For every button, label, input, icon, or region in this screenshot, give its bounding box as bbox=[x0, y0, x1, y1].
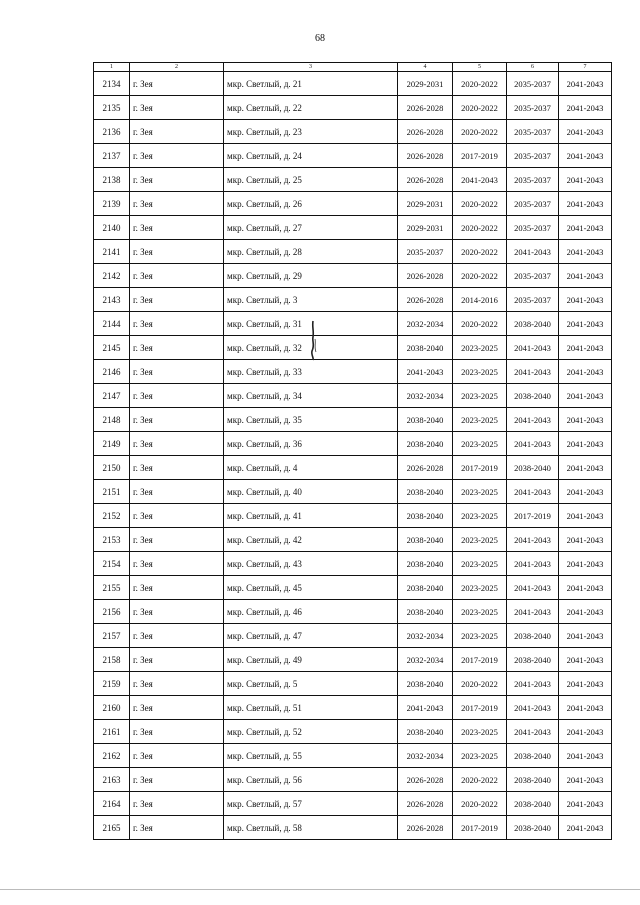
row-number-cell: 2149 bbox=[94, 432, 130, 456]
city-cell: г. Зея bbox=[130, 120, 224, 144]
period-col5-cell: 2041-2043 bbox=[453, 168, 507, 192]
table-row bbox=[94, 96, 612, 120]
row-number-cell: 2152 bbox=[94, 504, 130, 528]
city-cell: г. Зея bbox=[130, 552, 224, 576]
column-header: 3 bbox=[224, 63, 398, 72]
address-cell: мкр. Светлый, д. 52 bbox=[224, 720, 398, 744]
period-col7-cell: 2041-2043 bbox=[559, 504, 612, 528]
column-header: 1 bbox=[94, 63, 130, 72]
address-cell: мкр. Светлый, д. 36 bbox=[224, 432, 398, 456]
period-col7-cell: 2041-2043 bbox=[559, 816, 612, 840]
period-col6-cell: 2035-2037 bbox=[507, 264, 559, 288]
page-number: 68 bbox=[315, 33, 325, 44]
address-cell: мкр. Светлый, д. 34 bbox=[224, 384, 398, 408]
period-col7-cell: 2041-2043 bbox=[559, 744, 612, 768]
period-col4-cell: 2038-2040 bbox=[398, 528, 453, 552]
period-col6-cell: 2041-2043 bbox=[507, 528, 559, 552]
table-row bbox=[94, 288, 612, 312]
period-col6-cell: 2038-2040 bbox=[507, 648, 559, 672]
period-col5-cell: 2023-2025 bbox=[453, 408, 507, 432]
period-col6-cell: 2035-2037 bbox=[507, 192, 559, 216]
address-cell: мкр. Светлый, д. 29 bbox=[224, 264, 398, 288]
period-col6-cell: 2035-2037 bbox=[507, 96, 559, 120]
city-cell: г. Зея bbox=[130, 312, 224, 336]
row-number-cell: 2138 bbox=[94, 168, 130, 192]
address-cell: мкр. Светлый, д. 41 bbox=[224, 504, 398, 528]
table-row bbox=[94, 696, 612, 720]
period-col7-cell: 2041-2043 bbox=[559, 216, 612, 240]
table-row bbox=[94, 504, 612, 528]
table-row bbox=[94, 768, 612, 792]
column-header: 2 bbox=[130, 63, 224, 72]
period-col5-cell: 2023-2025 bbox=[453, 432, 507, 456]
period-col5-cell: 2023-2025 bbox=[453, 552, 507, 576]
period-col7-cell: 2041-2043 bbox=[559, 240, 612, 264]
period-col4-cell: 2026-2028 bbox=[398, 96, 453, 120]
table-row bbox=[94, 408, 612, 432]
period-col4-cell: 2038-2040 bbox=[398, 720, 453, 744]
row-number-cell: 2159 bbox=[94, 672, 130, 696]
row-number-cell: 2164 bbox=[94, 792, 130, 816]
period-col4-cell: 2038-2040 bbox=[398, 336, 453, 360]
period-col6-cell: 2017-2019 bbox=[507, 504, 559, 528]
period-col4-cell: 2041-2043 bbox=[398, 360, 453, 384]
period-col4-cell: 2038-2040 bbox=[398, 576, 453, 600]
period-col5-cell: 2020-2022 bbox=[453, 216, 507, 240]
city-cell: г. Зея bbox=[130, 432, 224, 456]
city-cell: г. Зея bbox=[130, 456, 224, 480]
period-col5-cell: 2023-2025 bbox=[453, 480, 507, 504]
period-col4-cell: 2026-2028 bbox=[398, 264, 453, 288]
period-col6-cell: 2038-2040 bbox=[507, 624, 559, 648]
period-col7-cell: 2041-2043 bbox=[559, 648, 612, 672]
row-number-cell: 2151 bbox=[94, 480, 130, 504]
city-cell: г. Зея bbox=[130, 528, 224, 552]
period-col5-cell: 2020-2022 bbox=[453, 792, 507, 816]
column-header: 6 bbox=[507, 63, 559, 72]
address-cell: мкр. Светлый, д. 5 bbox=[224, 672, 398, 696]
period-col6-cell: 2038-2040 bbox=[507, 384, 559, 408]
period-col6-cell: 2035-2037 bbox=[507, 72, 559, 96]
period-col5-cell: 2023-2025 bbox=[453, 504, 507, 528]
period-col5-cell: 2020-2022 bbox=[453, 96, 507, 120]
period-col5-cell: 2017-2019 bbox=[453, 816, 507, 840]
address-cell: мкр. Светлый, д. 45 bbox=[224, 576, 398, 600]
period-col6-cell: 2041-2043 bbox=[507, 480, 559, 504]
period-col7-cell: 2041-2043 bbox=[559, 672, 612, 696]
city-cell: г. Зея bbox=[130, 192, 224, 216]
table-row bbox=[94, 744, 612, 768]
row-number-cell: 2145 bbox=[94, 336, 130, 360]
address-cell: мкр. Светлый, д. 31 bbox=[224, 312, 398, 336]
table-row bbox=[94, 480, 612, 504]
period-col5-cell: 2020-2022 bbox=[453, 192, 507, 216]
address-cell: мкр. Светлый, д. 57 bbox=[224, 792, 398, 816]
table-row bbox=[94, 360, 612, 384]
period-col4-cell: 2041-2043 bbox=[398, 696, 453, 720]
row-number-cell: 2163 bbox=[94, 768, 130, 792]
period-col6-cell: 2038-2040 bbox=[507, 792, 559, 816]
row-number-cell: 2135 bbox=[94, 96, 130, 120]
row-number-cell: 2160 bbox=[94, 696, 130, 720]
city-cell: г. Зея bbox=[130, 792, 224, 816]
period-col5-cell: 2023-2025 bbox=[453, 384, 507, 408]
period-col7-cell: 2041-2043 bbox=[559, 360, 612, 384]
period-col5-cell: 2023-2025 bbox=[453, 744, 507, 768]
row-number-cell: 2155 bbox=[94, 576, 130, 600]
period-col5-cell: 2020-2022 bbox=[453, 120, 507, 144]
table-row bbox=[94, 552, 612, 576]
period-col4-cell: 2029-2031 bbox=[398, 72, 453, 96]
period-col6-cell: 2035-2037 bbox=[507, 120, 559, 144]
period-col6-cell: 2041-2043 bbox=[507, 672, 559, 696]
table-row bbox=[94, 120, 612, 144]
city-cell: г. Зея bbox=[130, 288, 224, 312]
period-col4-cell: 2026-2028 bbox=[398, 768, 453, 792]
row-number-cell: 2140 bbox=[94, 216, 130, 240]
period-col4-cell: 2035-2037 bbox=[398, 240, 453, 264]
table-body bbox=[94, 72, 612, 840]
period-col7-cell: 2041-2043 bbox=[559, 528, 612, 552]
city-cell: г. Зея bbox=[130, 648, 224, 672]
period-col7-cell: 2041-2043 bbox=[559, 552, 612, 576]
period-col6-cell: 2041-2043 bbox=[507, 336, 559, 360]
city-cell: г. Зея bbox=[130, 768, 224, 792]
table-row bbox=[94, 264, 612, 288]
period-col4-cell: 2032-2034 bbox=[398, 384, 453, 408]
address-cell: мкр. Светлый, д. 55 bbox=[224, 744, 398, 768]
period-col4-cell: 2038-2040 bbox=[398, 480, 453, 504]
row-number-cell: 2137 bbox=[94, 144, 130, 168]
city-cell: г. Зея bbox=[130, 168, 224, 192]
period-col6-cell: 2035-2037 bbox=[507, 288, 559, 312]
city-cell: г. Зея bbox=[130, 96, 224, 120]
table-row bbox=[94, 720, 612, 744]
period-col5-cell: 2017-2019 bbox=[453, 456, 507, 480]
period-col6-cell: 2041-2043 bbox=[507, 720, 559, 744]
period-col5-cell: 2020-2022 bbox=[453, 768, 507, 792]
table-row bbox=[94, 648, 612, 672]
city-cell: г. Зея bbox=[130, 240, 224, 264]
period-col7-cell: 2041-2043 bbox=[559, 96, 612, 120]
row-number-cell: 2161 bbox=[94, 720, 130, 744]
period-col4-cell: 2038-2040 bbox=[398, 672, 453, 696]
period-col5-cell: 2020-2022 bbox=[453, 72, 507, 96]
period-col7-cell: 2041-2043 bbox=[559, 792, 612, 816]
row-number-cell: 2142 bbox=[94, 264, 130, 288]
period-col6-cell: 2038-2040 bbox=[507, 744, 559, 768]
table-row bbox=[94, 792, 612, 816]
table-row bbox=[94, 336, 612, 360]
row-number-cell: 2139 bbox=[94, 192, 130, 216]
period-col4-cell: 2029-2031 bbox=[398, 216, 453, 240]
row-number-cell: 2136 bbox=[94, 120, 130, 144]
table-row bbox=[94, 576, 612, 600]
period-col5-cell: 2023-2025 bbox=[453, 720, 507, 744]
row-number-cell: 2148 bbox=[94, 408, 130, 432]
row-number-cell: 2144 bbox=[94, 312, 130, 336]
address-cell: мкр. Светлый, д. 46 bbox=[224, 600, 398, 624]
period-col6-cell: 2035-2037 bbox=[507, 216, 559, 240]
period-col5-cell: 2017-2019 bbox=[453, 648, 507, 672]
address-cell: мкр. Светлый, д. 25 bbox=[224, 168, 398, 192]
period-col4-cell: 2038-2040 bbox=[398, 552, 453, 576]
address-cell: мкр. Светлый, д. 49 bbox=[224, 648, 398, 672]
city-cell: г. Зея bbox=[130, 624, 224, 648]
period-col4-cell: 2038-2040 bbox=[398, 432, 453, 456]
table-row bbox=[94, 312, 612, 336]
city-cell: г. Зея bbox=[130, 600, 224, 624]
address-cell: мкр. Светлый, д. 58 bbox=[224, 816, 398, 840]
period-col5-cell: 2017-2019 bbox=[453, 696, 507, 720]
city-cell: г. Зея bbox=[130, 480, 224, 504]
housing-repair-schedule-table bbox=[93, 62, 612, 840]
period-col4-cell: 2038-2040 bbox=[398, 408, 453, 432]
period-col7-cell: 2041-2043 bbox=[559, 336, 612, 360]
row-number-cell: 2165 bbox=[94, 816, 130, 840]
address-cell: мкр. Светлый, д. 40 bbox=[224, 480, 398, 504]
table-row bbox=[94, 72, 612, 96]
period-col7-cell: 2041-2043 bbox=[559, 192, 612, 216]
period-col7-cell: 2041-2043 bbox=[559, 312, 612, 336]
table-row bbox=[94, 216, 612, 240]
period-col4-cell: 2032-2034 bbox=[398, 312, 453, 336]
period-col6-cell: 2041-2043 bbox=[507, 240, 559, 264]
period-col4-cell: 2026-2028 bbox=[398, 456, 453, 480]
period-col6-cell: 2038-2040 bbox=[507, 456, 559, 480]
period-col7-cell: 2041-2043 bbox=[559, 456, 612, 480]
period-col4-cell: 2038-2040 bbox=[398, 504, 453, 528]
period-col7-cell: 2041-2043 bbox=[559, 384, 612, 408]
address-cell: мкр. Светлый, д. 51 bbox=[224, 696, 398, 720]
period-col7-cell: 2041-2043 bbox=[559, 120, 612, 144]
period-col6-cell: 2035-2037 bbox=[507, 144, 559, 168]
city-cell: г. Зея bbox=[130, 72, 224, 96]
period-col7-cell: 2041-2043 bbox=[559, 624, 612, 648]
period-col6-cell: 2041-2043 bbox=[507, 552, 559, 576]
table-row bbox=[94, 192, 612, 216]
period-col7-cell: 2041-2043 bbox=[559, 72, 612, 96]
column-header: 5 bbox=[453, 63, 507, 72]
period-col7-cell: 2041-2043 bbox=[559, 480, 612, 504]
table-row bbox=[94, 432, 612, 456]
period-col4-cell: 2026-2028 bbox=[398, 144, 453, 168]
period-col4-cell: 2029-2031 bbox=[398, 192, 453, 216]
address-cell: мкр. Светлый, д. 33 bbox=[224, 360, 398, 384]
city-cell: г. Зея bbox=[130, 720, 224, 744]
period-col7-cell: 2041-2043 bbox=[559, 168, 612, 192]
period-col6-cell: 2041-2043 bbox=[507, 600, 559, 624]
row-number-cell: 2154 bbox=[94, 552, 130, 576]
period-col7-cell: 2041-2043 bbox=[559, 264, 612, 288]
column-header: 4 bbox=[398, 63, 453, 72]
period-col5-cell: 2023-2025 bbox=[453, 336, 507, 360]
row-number-cell: 2134 bbox=[94, 72, 130, 96]
address-cell: мкр. Светлый, д. 3 bbox=[224, 288, 398, 312]
city-cell: г. Зея bbox=[130, 216, 224, 240]
period-col5-cell: 2017-2019 bbox=[453, 144, 507, 168]
city-cell: г. Зея bbox=[130, 408, 224, 432]
table-row bbox=[94, 144, 612, 168]
period-col6-cell: 2041-2043 bbox=[507, 360, 559, 384]
row-number-cell: 2146 bbox=[94, 360, 130, 384]
address-cell: мкр. Светлый, д. 27 bbox=[224, 216, 398, 240]
period-col7-cell: 2041-2043 bbox=[559, 720, 612, 744]
row-number-cell: 2147 bbox=[94, 384, 130, 408]
period-col6-cell: 2038-2040 bbox=[507, 312, 559, 336]
city-cell: г. Зея bbox=[130, 696, 224, 720]
period-col7-cell: 2041-2043 bbox=[559, 144, 612, 168]
period-col4-cell: 2032-2034 bbox=[398, 744, 453, 768]
row-number-cell: 2150 bbox=[94, 456, 130, 480]
city-cell: г. Зея bbox=[130, 264, 224, 288]
period-col5-cell: 2023-2025 bbox=[453, 600, 507, 624]
city-cell: г. Зея bbox=[130, 672, 224, 696]
address-cell: мкр. Светлый, д. 24 bbox=[224, 144, 398, 168]
city-cell: г. Зея bbox=[130, 384, 224, 408]
period-col5-cell: 2023-2025 bbox=[453, 360, 507, 384]
city-cell: г. Зея bbox=[130, 336, 224, 360]
period-col4-cell: 2032-2034 bbox=[398, 648, 453, 672]
period-col6-cell: 2041-2043 bbox=[507, 408, 559, 432]
row-number-cell: 2162 bbox=[94, 744, 130, 768]
address-cell: мкр. Светлый, д. 22 bbox=[224, 96, 398, 120]
period-col4-cell: 2026-2028 bbox=[398, 120, 453, 144]
period-col6-cell: 2041-2043 bbox=[507, 576, 559, 600]
table-row bbox=[94, 600, 612, 624]
address-cell: мкр. Светлый, д. 21 bbox=[224, 72, 398, 96]
column-header: 7 bbox=[559, 63, 612, 72]
period-col4-cell: 2038-2040 bbox=[398, 600, 453, 624]
scan-edge-line bbox=[0, 889, 640, 890]
period-col5-cell: 2020-2022 bbox=[453, 672, 507, 696]
period-col5-cell: 2014-2016 bbox=[453, 288, 507, 312]
table-row bbox=[94, 384, 612, 408]
table-row bbox=[94, 624, 612, 648]
address-cell: мкр. Светлый, д. 28 bbox=[224, 240, 398, 264]
city-cell: г. Зея bbox=[130, 144, 224, 168]
city-cell: г. Зея bbox=[130, 504, 224, 528]
city-cell: г. Зея bbox=[130, 744, 224, 768]
address-cell: мкр. Светлый, д. 47 bbox=[224, 624, 398, 648]
period-col4-cell: 2032-2034 bbox=[398, 624, 453, 648]
table-row bbox=[94, 672, 612, 696]
address-cell: мкр. Светлый, д. 42 bbox=[224, 528, 398, 552]
row-number-cell: 2153 bbox=[94, 528, 130, 552]
table-row bbox=[94, 816, 612, 840]
handwritten-pen-mark bbox=[308, 319, 318, 361]
city-cell: г. Зея bbox=[130, 576, 224, 600]
period-col6-cell: 2035-2037 bbox=[507, 168, 559, 192]
period-col4-cell: 2026-2028 bbox=[398, 168, 453, 192]
address-cell: мкр. Светлый, д. 4 bbox=[224, 456, 398, 480]
address-cell: мкр. Светлый, д. 43 bbox=[224, 552, 398, 576]
row-number-cell: 2158 bbox=[94, 648, 130, 672]
period-col5-cell: 2020-2022 bbox=[453, 240, 507, 264]
period-col7-cell: 2041-2043 bbox=[559, 408, 612, 432]
row-number-cell: 2143 bbox=[94, 288, 130, 312]
period-col7-cell: 2041-2043 bbox=[559, 600, 612, 624]
period-col6-cell: 2041-2043 bbox=[507, 696, 559, 720]
period-col7-cell: 2041-2043 bbox=[559, 288, 612, 312]
period-col7-cell: 2041-2043 bbox=[559, 768, 612, 792]
period-col4-cell: 2026-2028 bbox=[398, 792, 453, 816]
period-col6-cell: 2041-2043 bbox=[507, 432, 559, 456]
table-row bbox=[94, 168, 612, 192]
period-col5-cell: 2023-2025 bbox=[453, 576, 507, 600]
period-col6-cell: 2038-2040 bbox=[507, 816, 559, 840]
row-number-cell: 2156 bbox=[94, 600, 130, 624]
row-number-cell: 2157 bbox=[94, 624, 130, 648]
period-col5-cell: 2023-2025 bbox=[453, 528, 507, 552]
period-col5-cell: 2023-2025 bbox=[453, 624, 507, 648]
address-cell: мкр. Светлый, д. 23 bbox=[224, 120, 398, 144]
period-col4-cell: 2026-2028 bbox=[398, 288, 453, 312]
table-row bbox=[94, 528, 612, 552]
period-col5-cell: 2020-2022 bbox=[453, 264, 507, 288]
city-cell: г. Зея bbox=[130, 360, 224, 384]
period-col7-cell: 2041-2043 bbox=[559, 576, 612, 600]
period-col7-cell: 2041-2043 bbox=[559, 696, 612, 720]
address-cell: мкр. Светлый, д. 26 bbox=[224, 192, 398, 216]
city-cell: г. Зея bbox=[130, 816, 224, 840]
period-col7-cell: 2041-2043 bbox=[559, 432, 612, 456]
table-row bbox=[94, 240, 612, 264]
column-number-row bbox=[94, 63, 612, 72]
period-col6-cell: 2038-2040 bbox=[507, 768, 559, 792]
period-col5-cell: 2020-2022 bbox=[453, 312, 507, 336]
address-cell: мкр. Светлый, д. 32 bbox=[224, 336, 398, 360]
table-row bbox=[94, 456, 612, 480]
address-cell: мкр. Светлый, д. 56 bbox=[224, 768, 398, 792]
period-col4-cell: 2026-2028 bbox=[398, 816, 453, 840]
row-number-cell: 2141 bbox=[94, 240, 130, 264]
address-cell: мкр. Светлый, д. 35 bbox=[224, 408, 398, 432]
